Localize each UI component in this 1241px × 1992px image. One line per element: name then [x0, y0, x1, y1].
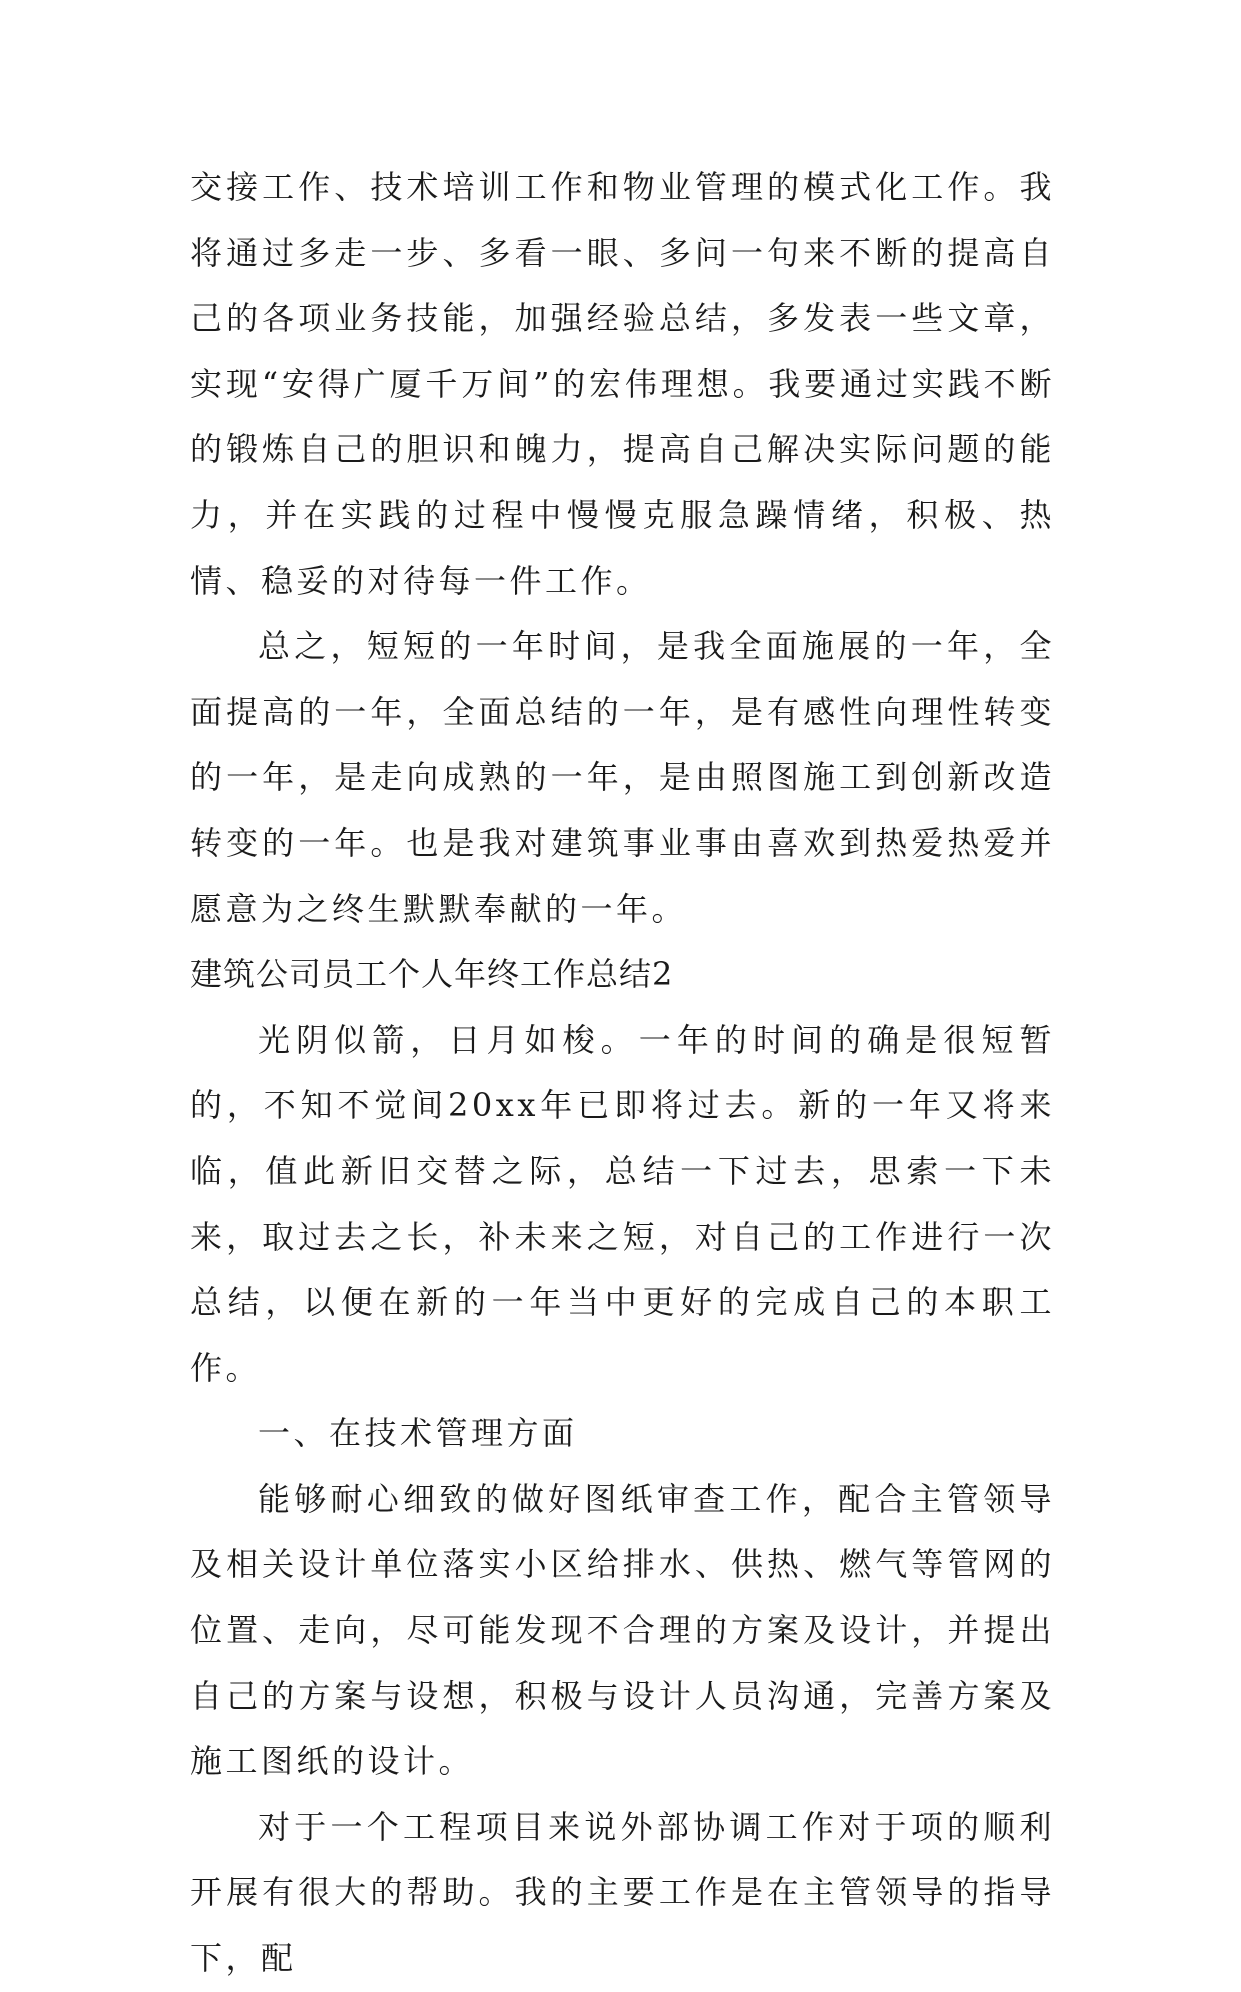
paragraph-continuation: 交接工作、技术培训工作和物业管理的模式化工作。我将通过多走一步、多看一眼、多问一句来不断的提高自己的各项业务技能，加强经验总结，多发表一些文章，实现“安得广厦千万间”的宏伟理想。我要通过实践不断的锻炼自己的胆识和魄力，提高自己解决实际问题的能力，并在实践的过程中慢慢克服急躁情绪，积极、热情、稳妥的对待每一件工作。	[190, 168, 1055, 600]
paragraph-summary: 总之，短短的一年时间，是我全面施展的一年，全面提高的一年，全面总结的一年，是有感性向理性转变的一年，是走向成熟的一年，是由照图施工到创新改造转变的一年。也是我对建筑事业事由喜欢到热爱热爱并愿意为之终生默默奉献的一年。	[190, 627, 1055, 928]
paragraph-external-coordination: 对于一个工程项目来说外部协调工作对于项的顺利开展有很大的帮助。我的主要工作是在主管领导的指导下，配	[190, 1807, 1055, 1978]
subheading-technical-management: 一、在技术管理方面	[258, 1414, 578, 1453]
document-body	[190, 155, 1055, 1992]
section-title: 建筑公司员工个人年终工作总结2	[190, 955, 674, 994]
paragraph-drawing-review: 能够耐心细致的做好图纸审查工作，配合主管领导及相关设计单位落实小区给排水、供热、燃气等管网的位置、走向，尽可能发现不合理的方案及设计，并提出自己的方案与设想，积极与设计人员沟通，完善方案及施工图纸的设计。	[190, 1479, 1055, 1781]
paragraph-intro: 光阴似箭，日月如梭。一年的时间的确是很短暂的，不知不觉间20xx年已即将过去。新的一年又将来临，值此新旧交替之际，总结一下过去，思索一下未来，取过去之长，补未来之短，对自己的工作进行一次总结，以便在新的一年当中更好的完成自己的本职工作。	[190, 1020, 1055, 1387]
